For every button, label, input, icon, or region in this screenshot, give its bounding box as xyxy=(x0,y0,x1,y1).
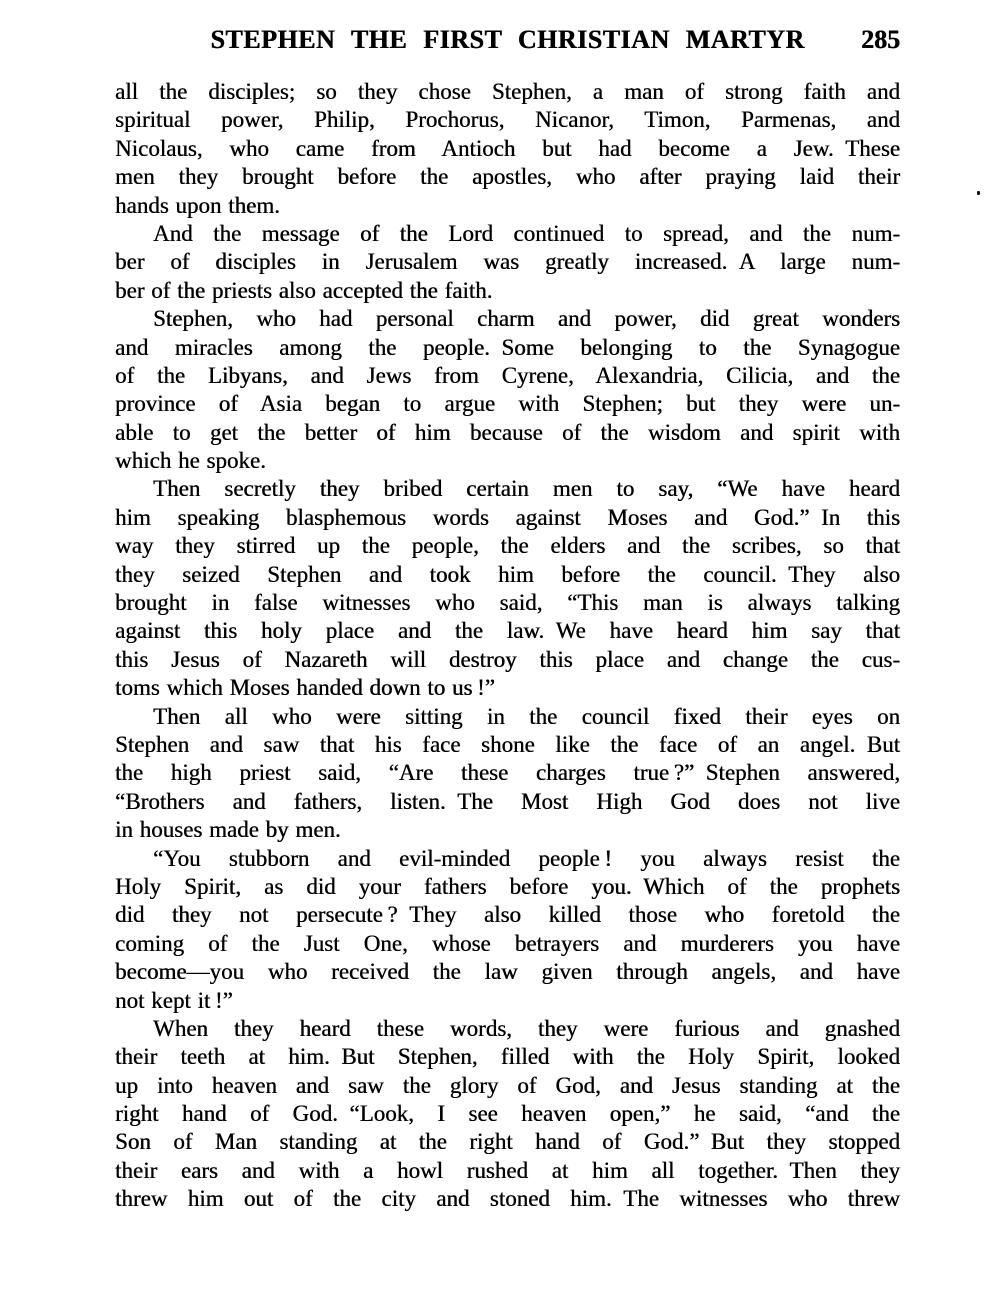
text-line: hands upon them. xyxy=(115,192,280,218)
page-number: 285 xyxy=(861,25,900,54)
text-line: “You stubborn and evil-minded people ! you always resist the xyxy=(153,845,900,871)
text-line: not kept it !” xyxy=(115,987,233,1013)
text-line: able to get the better of him because of the wisdom and spirit with xyxy=(115,419,900,445)
text-line: become—you who received the law given through angels, and have xyxy=(115,959,900,985)
text-line: brought in false witnesses who said, “This man is always talking xyxy=(115,590,900,616)
text-line: men they brought before the apostles, who after praying laid their xyxy=(115,164,900,190)
page-body xyxy=(115,78,900,1214)
text-line: Stephen, who had personal charm and power, did great wonders xyxy=(153,306,900,332)
text-line: all the disciples; so they chose Stephen, a man of strong faith and xyxy=(115,79,900,104)
text-line: Holy Spirit, as did your fathers before you. Which of the prophets xyxy=(115,873,900,899)
running-head-title: STEPHEN THE FIRST CHRISTIAN MARTYR xyxy=(210,25,805,54)
text-line: they seized Stephen and took him before the council. They also xyxy=(115,561,900,587)
text-line: him speaking blasphemous words against Moses and God.” In this xyxy=(115,504,900,530)
text-line: their teeth at him. But Stephen, filled with the Holy Spirit, looked xyxy=(115,1044,900,1070)
text-line: in houses made by men. xyxy=(115,817,341,843)
text-line: the high priest said, “Are these charges true ?” Stephen answered, xyxy=(115,760,900,786)
text-line: Stephen and saw that his face shone like the face of an angel. But xyxy=(115,731,900,757)
text-line: coming of the Just One, whose betrayers and murderers you have xyxy=(115,930,900,956)
text-line: When they heard these words, they were furious and gnashed xyxy=(153,1015,900,1041)
text-line: up into heaven and saw the glory of God, and Jesus standing at the xyxy=(115,1072,900,1098)
text-line: spiritual power, Philip, Prochorus, Nicanor, Timon, Parmenas, and xyxy=(115,107,900,133)
text-line: ber of the priests also accepted the faith. xyxy=(115,277,493,303)
text-line: their ears and with a howl rushed at him all together. Then they xyxy=(115,1157,900,1183)
page-header xyxy=(115,25,900,57)
text-line: ber of disciples in Jerusalem was greatly increased. A large num- xyxy=(115,249,900,275)
text-line: did they not persecute ? They also killed those who foretold the xyxy=(115,902,900,928)
text-line: of the Libyans, and Jews from Cyrene, Alexandria, Cilicia, and the xyxy=(115,362,900,388)
text-line: this Jesus of Nazareth will destroy this place and change the cus- xyxy=(115,646,900,672)
text-line: threw him out of the city and stoned him. The witnesses who threw xyxy=(115,1186,900,1212)
text-line: against this holy place and the law. We have heard him say that xyxy=(115,618,900,644)
text-line: which he spoke. xyxy=(115,448,266,474)
text-line: right hand of God. “Look, I see heaven open,” he said, “and the xyxy=(115,1101,900,1127)
text-line: Then all who were sitting in the council fixed their eyes on xyxy=(153,703,900,729)
text-line: Son of Man standing at the right hand of God.” But they stopped xyxy=(115,1129,900,1155)
text-line: province of Asia began to argue with Stephen; but they were un- xyxy=(115,391,900,417)
text-line: and miracles among the people. Some belonging to the Synagogue xyxy=(115,334,900,360)
text-line: Then secretly they bribed certain men to say, “We have heard xyxy=(153,476,900,502)
text-line: And the message of the Lord continued to spread, and the num- xyxy=(153,220,900,246)
scan-speck-artifact xyxy=(977,191,980,195)
text-line: “Brothers and fathers, listen. The Most High God does not live xyxy=(115,788,900,814)
text-line: toms which Moses handed down to us !” xyxy=(115,675,495,701)
text-line: way they stirred up the people, the elders and the scribes, so that xyxy=(115,533,900,559)
text-line: Nicolaus, who came from Antioch but had become a Jew. These xyxy=(115,135,900,161)
